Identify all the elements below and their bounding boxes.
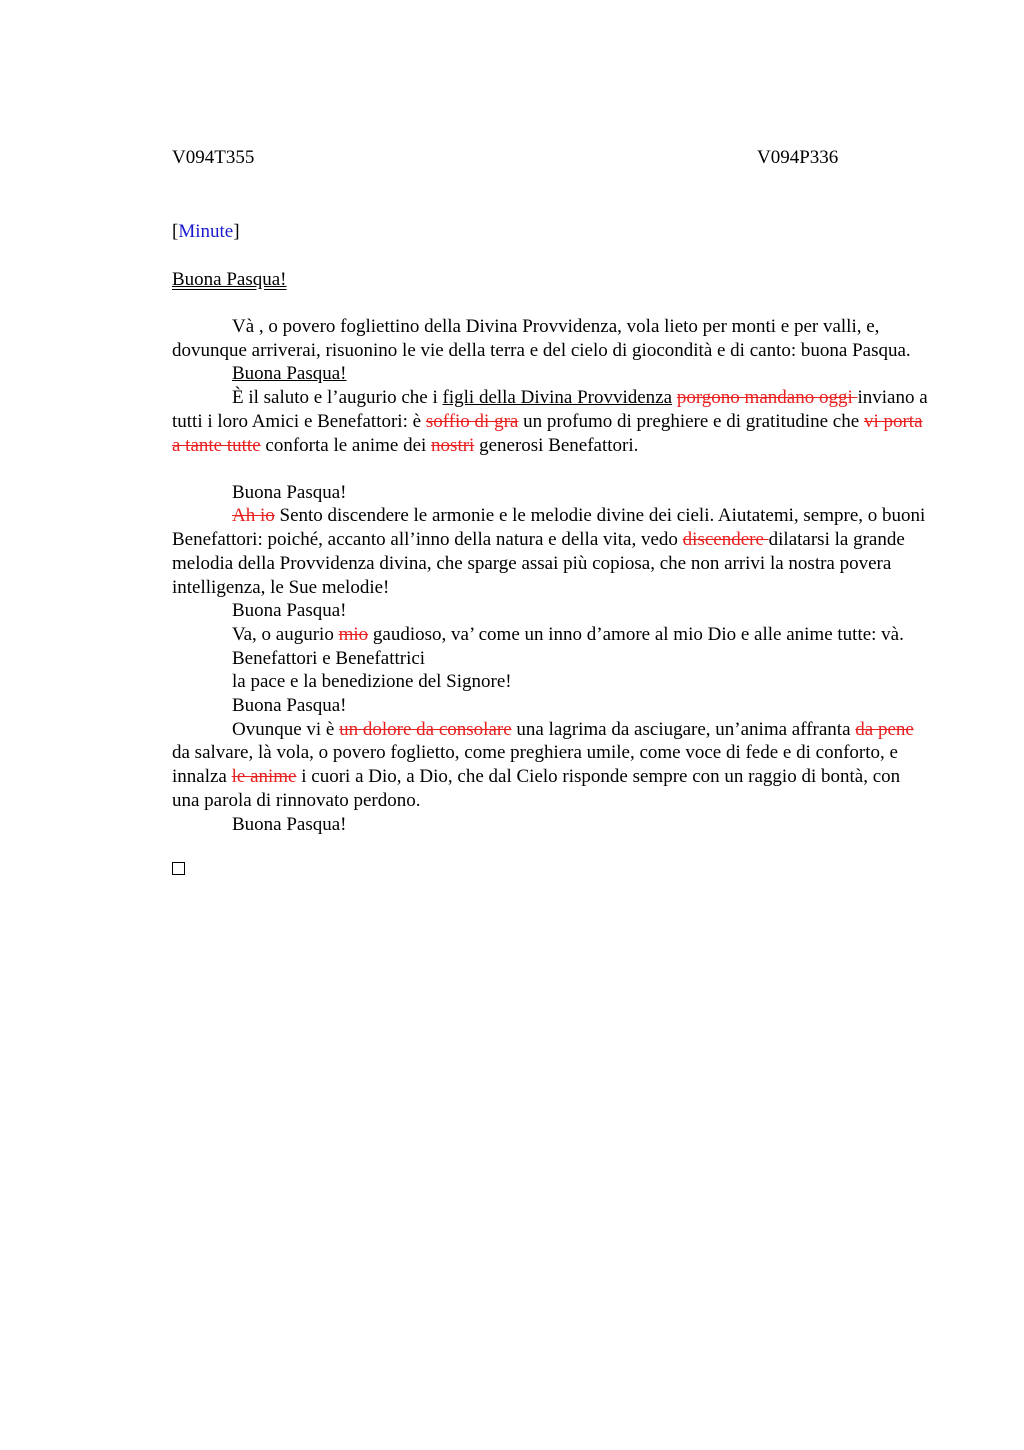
paragraph-3 bbox=[172, 504, 932, 599]
minute-open-bracket: [ bbox=[172, 221, 179, 242]
greeting-5: Buona Pasqua! bbox=[232, 813, 347, 835]
greeting-2: Buona Pasqua! bbox=[232, 481, 347, 503]
paragraph-1: Và , o povero fogliettino della Divina Provvidenza, vola lieto per monti e per valli, e, dovunque arriverai, risuonino le vie della terra e del cielo di giocondità e di canto: buona Pasqua. bbox=[172, 316, 911, 361]
p5-deletion-1: un dolore da consolare bbox=[339, 718, 512, 740]
document-title bbox=[172, 267, 932, 293]
p5-text-4: i cuori a Dio, a Dio, che dal Cielo risponde sempre con un raggio di bontà, con una parola di rinnovato perdono. bbox=[172, 766, 901, 811]
p4-deletion-1: mio bbox=[338, 623, 369, 645]
volume-text-code: V094T355 bbox=[172, 147, 255, 168]
p2-deletion-1: porgono mandano oggi bbox=[676, 387, 858, 409]
p5-text-3: da salvare, là vola, o povero foglietto, come preghiera umile, come voce di fede e di conforto, e innalza bbox=[172, 742, 898, 788]
p3-deletion-1: Ah io bbox=[232, 505, 275, 527]
document-page bbox=[172, 145, 932, 875]
p3-text-1: Sento discendere le armonie e le melodie divine dei cieli. Aiutatemi, sempre, o buoni Benefattori: poiché, accanto all’inno della natura e della vita, vedo bbox=[172, 505, 926, 551]
p3-text-2: dilatarsi la grande melodia della Provvidenza divina, che sparge assai più copiosa, che non arrivi la nostra povera intelligenza, le Sue melodie! bbox=[172, 529, 905, 598]
line-benefattori: Benefattori e Benefattrici bbox=[232, 647, 426, 669]
volume-page-code: V094P336 bbox=[757, 147, 839, 168]
p2-text-5: generosi Benefattori. bbox=[474, 434, 639, 456]
p5-deletion-2: da pene bbox=[855, 718, 914, 740]
minute-label bbox=[172, 219, 932, 245]
greeting-3: Buona Pasqua! bbox=[232, 600, 347, 622]
p2-deletion-3: vi porta a tante tutte bbox=[172, 410, 923, 456]
paragraph-4 bbox=[172, 623, 932, 647]
p2-text-2: inviano a tutti i loro Amici e Benefattori: è bbox=[172, 387, 928, 432]
p2-text-4: conforta le anime dei bbox=[260, 434, 432, 456]
p2-deletion-2: soffio di gra bbox=[425, 410, 519, 432]
p2-text-3: un profumo di preghiere e di gratitudine che bbox=[518, 410, 864, 432]
greeting-underlined-text: Buona Pasqua! bbox=[232, 363, 347, 385]
p5-deletion-3: le anime bbox=[231, 766, 297, 788]
p4-text-2: gaudioso, va’ come un inno d’amore al mio Dio e alle anime tutte: và. bbox=[368, 623, 904, 645]
p2-text-1: È il saluto e l’augurio che i bbox=[232, 387, 443, 409]
line-pace: la pace e la benedizione del Signore! bbox=[232, 671, 512, 693]
greeting-underlined bbox=[232, 362, 932, 386]
p3-deletion-2: discendere bbox=[682, 529, 769, 551]
end-checkbox[interactable] bbox=[172, 862, 185, 875]
document-header bbox=[172, 145, 932, 171]
paragraph-2 bbox=[172, 386, 932, 457]
minute-link[interactable]: Minute bbox=[178, 221, 234, 242]
p5-text-2: una lagrima da asciugare, un’anima affranta bbox=[511, 718, 856, 740]
p2-underlined-phrase: figli della Divina Provvidenza bbox=[442, 387, 673, 409]
minute-close-bracket: ] bbox=[233, 221, 240, 242]
title-text: Buona Pasqua! bbox=[172, 269, 287, 290]
greeting-4: Buona Pasqua! bbox=[232, 695, 347, 717]
p2-deletion-4: nostri bbox=[431, 434, 475, 456]
paragraph-5 bbox=[172, 718, 932, 813]
p5-text-1: Ovunque vi è bbox=[232, 718, 340, 740]
p4-text-1: Va, o augurio bbox=[232, 623, 339, 645]
